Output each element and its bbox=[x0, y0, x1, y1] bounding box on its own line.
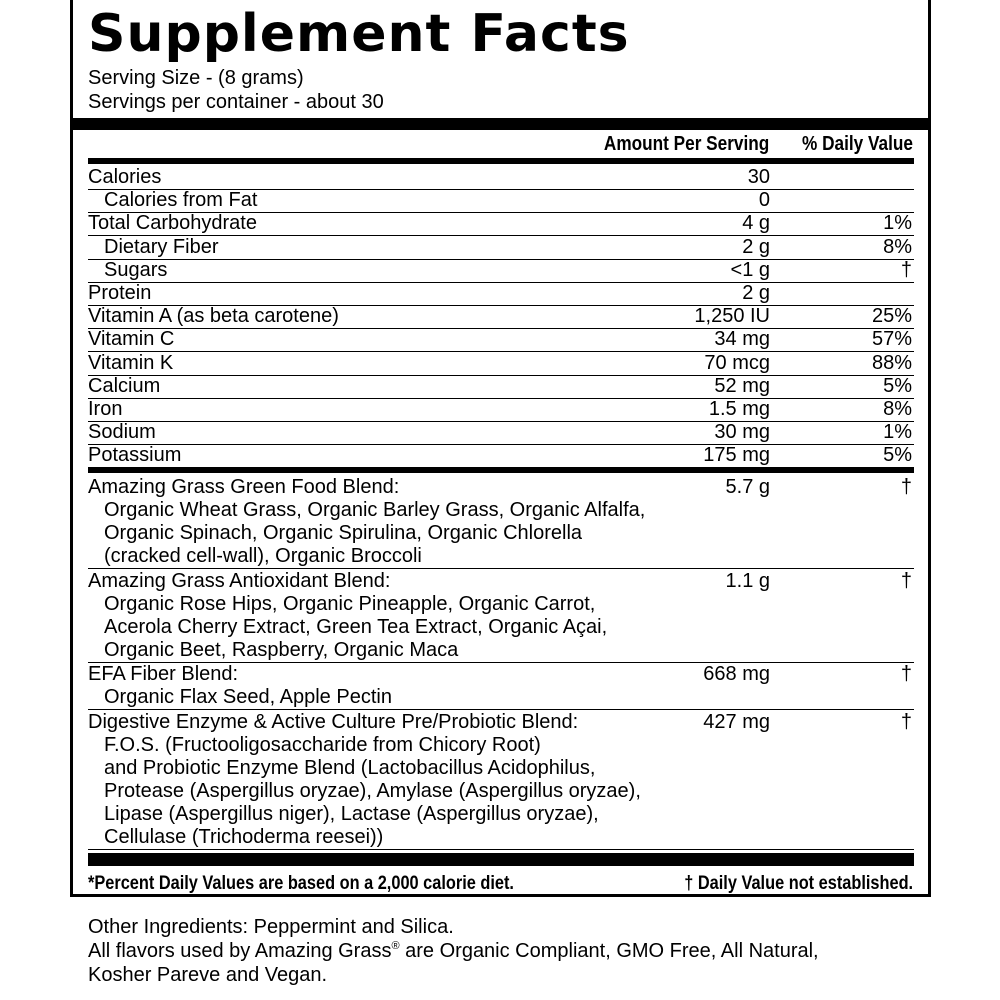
nutrient-amount: 0 bbox=[758, 189, 770, 212]
nutrient-amount: 1.5 mg bbox=[708, 398, 770, 420]
flavors-statement-line2: Kosher Pareve and Vegan. bbox=[88, 964, 328, 986]
nutrient-label: Potassium bbox=[88, 444, 182, 467]
nutrient-amount: 30 bbox=[747, 166, 770, 188]
nutrient-daily-value: 8% bbox=[883, 398, 912, 420]
other-ingredients: Other Ingredients: Peppermint and Silica. bbox=[88, 916, 454, 938]
blend-block bbox=[88, 476, 914, 569]
nutrient-daily-value: 88% bbox=[871, 351, 912, 374]
blend-ingredient-line: Cellulase (Trichoderma reesei)) bbox=[104, 825, 384, 848]
medium-divider-header bbox=[88, 158, 914, 164]
blend-name: Amazing Grass Green Food Blend: bbox=[88, 476, 400, 498]
nutrient-row bbox=[88, 352, 914, 376]
blend-amount: 427 mg bbox=[703, 710, 770, 733]
nutrient-row bbox=[88, 212, 914, 236]
blend-amount: 1.1 g bbox=[725, 569, 770, 592]
nutrient-label: Dietary Fiber bbox=[104, 235, 219, 258]
nutrient-label: Protein bbox=[88, 282, 152, 304]
blend-amount: 5.7 g bbox=[725, 476, 770, 498]
nutrient-row bbox=[88, 444, 914, 468]
amount-per-serving-header: Amount Per Serving bbox=[603, 133, 769, 155]
blend-ingredient-line: Organic Flax Seed, Apple Pectin bbox=[104, 686, 392, 708]
blend-ingredient-line: Organic Rose Hips, Organic Pineapple, Organic Carrot, bbox=[104, 592, 596, 615]
nutrient-amount: 2 g bbox=[742, 282, 770, 304]
servings-per-container: Servings per container - about 30 bbox=[88, 91, 384, 113]
nutrient-daily-value: † bbox=[900, 258, 912, 281]
nutrient-row bbox=[88, 398, 914, 422]
nutrient-daily-value: 8% bbox=[883, 235, 912, 258]
nutrient-amount: 70 mcg bbox=[704, 351, 770, 374]
panel-title: Supplement Facts bbox=[88, 4, 630, 64]
nutrient-daily-value: 1% bbox=[883, 212, 912, 235]
blend-name: EFA Fiber Blend: bbox=[88, 663, 239, 685]
nutrient-row bbox=[88, 375, 914, 399]
nutrient-daily-value: 5% bbox=[883, 374, 912, 397]
blend-ingredient-line: Organic Spinach, Organic Spirulina, Organic Chlorella bbox=[104, 522, 583, 544]
nutrient-label: Calories bbox=[88, 166, 162, 188]
nutrient-label: Total Carbohydrate bbox=[88, 212, 257, 235]
serving-size: Serving Size - (8 grams) bbox=[88, 67, 304, 89]
nutrient-daily-value: 1% bbox=[883, 421, 912, 444]
nutrient-label: Sodium bbox=[88, 421, 156, 444]
nutrient-amount: 1,250 IU bbox=[694, 305, 770, 328]
thick-divider-bottom bbox=[88, 853, 914, 866]
nutrient-row bbox=[88, 236, 914, 260]
nutrient-label: Calories from Fat bbox=[104, 189, 258, 212]
daily-value-header: % Daily Value bbox=[802, 133, 913, 155]
blend-ingredient-line: Protease (Aspergillus oryzae), Amylase (Aspergillus oryzae), bbox=[104, 779, 641, 802]
nutrient-row bbox=[88, 421, 914, 445]
nutrient-daily-value: 5% bbox=[883, 444, 912, 467]
nutrient-amount: 4 g bbox=[742, 212, 770, 235]
nutrient-amount: 52 mg bbox=[714, 374, 770, 397]
blend-name: Amazing Grass Antioxidant Blend: bbox=[88, 569, 391, 592]
nutrient-label: Vitamin A (as beta carotene) bbox=[88, 305, 339, 328]
nutrient-row bbox=[88, 282, 914, 306]
nutrient-label: Sugars bbox=[104, 258, 168, 281]
medium-divider-nutrients bbox=[88, 467, 914, 473]
nutrient-amount: 34 mg bbox=[714, 328, 770, 351]
nutrient-row bbox=[88, 259, 914, 283]
blend-block bbox=[88, 663, 914, 710]
nutrient-label: Iron bbox=[88, 398, 123, 420]
blend-amount: 668 mg bbox=[703, 663, 770, 685]
footnote-dagger: † Daily Value not established. bbox=[684, 873, 913, 894]
blend-daily-value: † bbox=[900, 569, 912, 592]
nutrient-amount: 175 mg bbox=[703, 444, 770, 467]
blend-ingredient-line: Lipase (Aspergillus niger), Lactase (Aspergillus oryzae), bbox=[104, 802, 599, 825]
footnote-percent: *Percent Daily Values are based on a 2,000 calorie diet. bbox=[88, 873, 514, 894]
nutrient-amount: 30 mg bbox=[714, 421, 770, 444]
nutrient-row bbox=[88, 305, 914, 329]
blend-name: Digestive Enzyme & Active Culture Pre/Probiotic Blend: bbox=[88, 710, 579, 733]
blend-daily-value: † bbox=[900, 663, 912, 685]
blend-block bbox=[88, 711, 914, 850]
nutrient-label: Vitamin K bbox=[88, 351, 174, 374]
nutrient-row bbox=[88, 328, 914, 352]
flavors-text-a: All flavors used by Amazing Grass bbox=[88, 940, 392, 962]
blend-ingredient-line: and Probiotic Enzyme Blend (Lactobacillus Acidophilus, bbox=[104, 756, 596, 779]
nutrient-label: Vitamin C bbox=[88, 328, 175, 351]
blend-ingredient-line: Organic Wheat Grass, Organic Barley Grass, Organic Alfalfa, bbox=[104, 499, 646, 521]
nutrient-daily-value: 25% bbox=[871, 305, 912, 328]
blend-ingredient-line: F.O.S. (Fructooligosaccharide from Chicory Root) bbox=[104, 733, 541, 756]
flavors-text-b: are Organic Compliant, GMO Free, All Natural, bbox=[399, 940, 819, 962]
thick-divider-top bbox=[73, 118, 928, 130]
flavors-statement bbox=[88, 939, 819, 963]
blend-ingredient-line: Acerola Cherry Extract, Green Tea Extract, Organic Açai, bbox=[104, 615, 608, 638]
blend-block bbox=[88, 570, 914, 663]
blend-ingredient-line: Organic Beet, Raspberry, Organic Maca bbox=[104, 638, 459, 661]
blend-ingredient-line: (cracked cell-wall), Organic Broccoli bbox=[104, 545, 422, 567]
nutrient-label: Calcium bbox=[88, 374, 161, 397]
nutrient-amount: <1 g bbox=[730, 258, 770, 281]
nutrient-amount: 2 g bbox=[742, 235, 770, 258]
nutrient-row bbox=[88, 166, 914, 190]
registered-mark: ® bbox=[391, 940, 400, 952]
blend-daily-value: † bbox=[900, 476, 912, 498]
nutrient-row bbox=[88, 189, 914, 213]
blend-daily-value: † bbox=[900, 710, 912, 733]
nutrient-daily-value: 57% bbox=[871, 328, 912, 351]
